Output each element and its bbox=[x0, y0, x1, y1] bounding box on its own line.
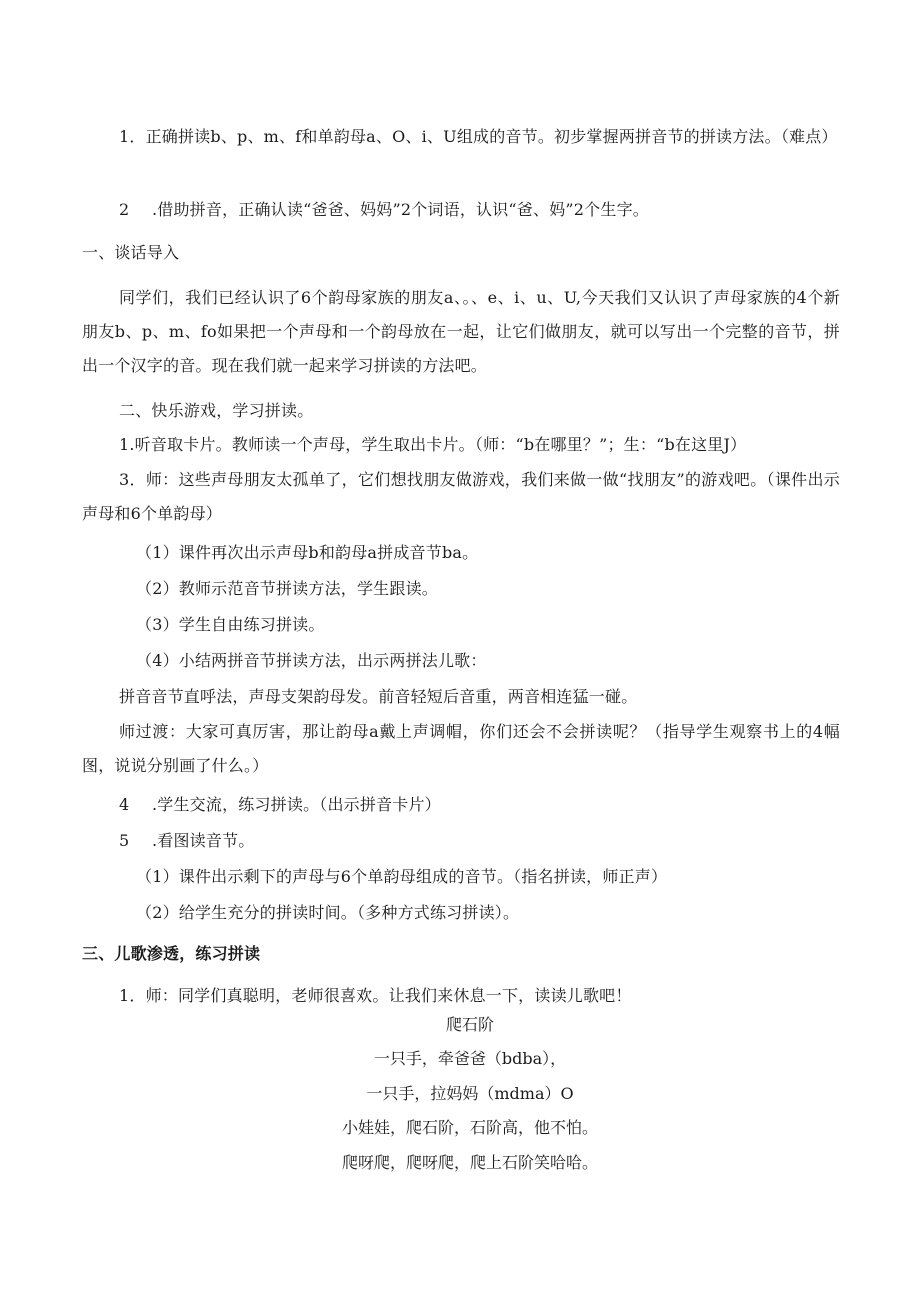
objective-item-2-number: 2 bbox=[119, 200, 130, 219]
section-2-sub-4: （4）小结两拼音节拼读方法，出示两拼法儿歌： bbox=[136, 651, 487, 670]
poem-title: 爬石阶 bbox=[445, 1015, 494, 1034]
section-2-heading: 二、快乐游戏，学习拼读。 bbox=[119, 401, 314, 420]
section-3-step-1: 1．师：同学们真聪明，老师很喜欢。让我们来休息一下，读读儿歌吧！ bbox=[119, 986, 632, 1005]
objective-item-1: 1．正确拼读b、p、m、f和单韵母a、O、i、U组成的音节。初步掌握两拼音节的拼读方法。（难点） bbox=[119, 127, 838, 146]
poem-line: 爬呀爬，爬呀爬，爬上石阶笑哈哈。 bbox=[341, 1153, 598, 1172]
section-2-step-1: 1.听音取卡片。教师读一个声母，学生取出卡片。（师：“b在哪里？”；生：“b在这里J） bbox=[119, 435, 747, 454]
section-2-step-3: 3．师：这些声母朋友太孤单了，它们想找朋友做游戏，我们来做一做“找朋友”的游戏吧。（课件出示声母和6个单韵母） bbox=[82, 470, 840, 523]
poem-line: 一只手，拉妈妈（mdma）O bbox=[366, 1084, 574, 1103]
poem-line: 小娃娃，爬石阶，石阶高，他不怕。 bbox=[341, 1118, 598, 1137]
section-2-transition: 师过渡：大家可真厉害，那让韵母a戴上声调帽，你们还会不会拼读呢？（指导学生观察书上的4幅图，说说分别画了什么。） bbox=[82, 722, 840, 775]
section-2-step-5-text: .看图读音节。 bbox=[152, 831, 255, 850]
section-2-step-4-number: 4 bbox=[119, 795, 130, 814]
section-2-sub-1: （1）课件再次出示声母b和韵母a拼成音节ba。 bbox=[136, 543, 479, 562]
section-2-sub-5: （1）课件出示剩下的声母与6个单韵母组成的音节。（指名拼读，师正声） bbox=[136, 867, 668, 886]
section-2-sub-6: （2）给学生充分的拼读时间。（多种方式练习拼读）。 bbox=[136, 903, 520, 922]
section-2-sub-2: （2）教师示范音节拼读方法，学生跟读。 bbox=[136, 579, 438, 598]
section-2-rhyme: 拼音音节直呼法，声母支架韵母发。前音轻短后音重，两音相连猛一碰。 bbox=[119, 687, 638, 706]
section-2-sub-3: （3）学生自由练习拼读。 bbox=[136, 615, 325, 634]
section-2-step-5-number: 5 bbox=[119, 831, 130, 850]
objective-item-2-text: .借助拼音，正确认读“爸爸、妈妈”2个词语，认识“爸、妈”2个生字。 bbox=[152, 200, 649, 219]
section-2-step-4-text: .学生交流，练习拼读。（出示拼音卡片） bbox=[152, 795, 441, 814]
poem-line: 一只手，牵爸爸（bdba）， bbox=[373, 1049, 567, 1068]
section-1-heading: 一、谈话导入 bbox=[82, 243, 180, 262]
section-3-heading: 三、儿歌渗透，练习拼读 bbox=[82, 944, 261, 963]
section-1-paragraph: 同学们，我们已经认识了6个韵母家族的朋友a、。、e、i、u、U,今天我们又认识了声母家族的4个新朋友b、p、m、fo如果把一个声母和一个韵母放在一起，让它们做朋友，就可以写出一个完整的音节，拼出一个汉字的音。现在我们就一起来学习拼读的方法吧。 bbox=[82, 288, 840, 375]
